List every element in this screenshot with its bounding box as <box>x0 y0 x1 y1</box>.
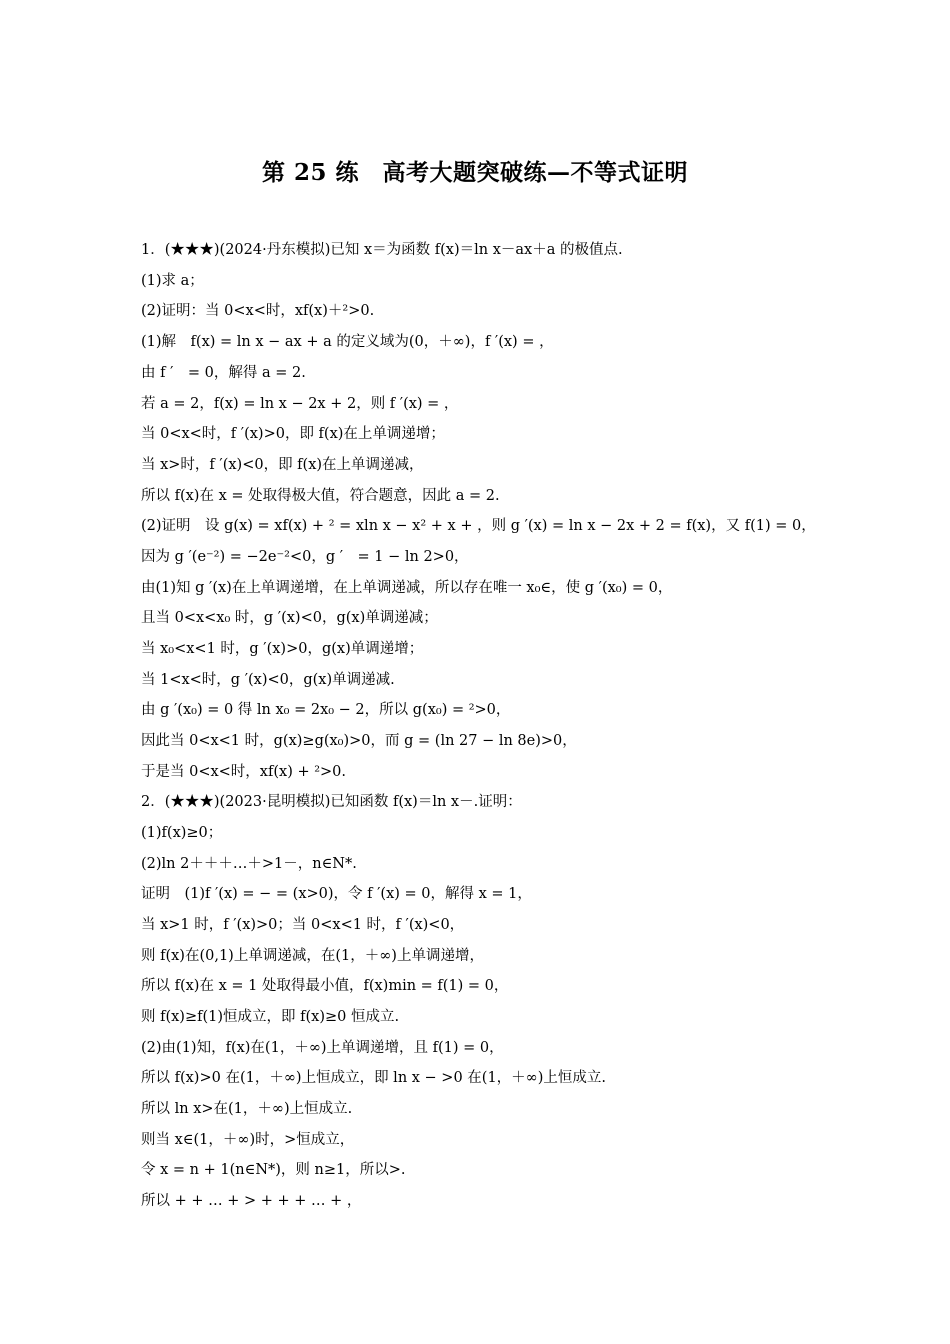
proof-2-line: 则当 x∈(1，＋∞)时，>恒成立， <box>141 1132 355 1148</box>
proof-2-line: 则 f(x)在(0,1)上单调递减，在(1，＋∞)上单调递增， <box>141 948 484 964</box>
solution-1-line: 所以 f(x)在 x = 处取得极大值，符合题意，因此 a = 2. <box>141 488 500 504</box>
proof-1-line: 因为 g ′(e⁻²) = −2e⁻²<0，g ′ = 1 − ln 2>0， <box>141 549 469 565</box>
proof-2-line: 则 f(x)≥f(1)恒成立，即 f(x)≥0 恒成立. <box>141 1009 400 1025</box>
problem-2-part-1: (1)f(x)≥0； <box>141 825 223 841</box>
proof-1-line: 由 g ′(x₀) = 0 得 ln x₀ = 2x₀ − 2，所以 g(x₀) = ²>0， <box>141 702 511 718</box>
proof-1-line: (2)证明 设 g(x) = xf(x) + ² = xln x − x² + x + ，则 g ′(x) = ln x − 2x + 2 = f(x)，又 f(1) = 0， <box>141 518 816 534</box>
problem-1-part-1: (1)求 a； <box>141 273 204 289</box>
proof-1-line: 于是当 0<x<时，xf(x) + ²>0. <box>141 764 347 780</box>
proof-1-line: 因此当 0<x<1 时，g(x)≥g(x₀)>0，而 g = (ln 27 − ln 8e)>0， <box>141 733 577 749</box>
proof-2-line: 所以 f(x)在 x = 1 处取得最小值，f(x)min = f(1) = 0， <box>141 978 509 994</box>
proof-1-line: 当 x₀<x<1 时，g ′(x)>0，g(x)单调递增； <box>141 641 424 657</box>
proof-2-line: 令 x = n + 1(n∈N*)，则 n≥1，所以>. <box>141 1162 406 1178</box>
solution-1-line: 若 a = 2，f(x) = ln x − 2x + 2，则 f ′(x) = ， <box>141 396 459 412</box>
proof-2-line: 所以 + + … + > + + + … + ， <box>141 1193 362 1209</box>
proof-2-line: 证明 (1)f ′(x) = − = (x>0)，令 f ′(x) = 0，解得 x = 1， <box>141 886 532 902</box>
proof-1-line: 由(1)知 g ′(x)在上单调递增，在上单调递减，所以存在唯一 x₀∈，使 g ′(x₀) = 0， <box>141 580 673 596</box>
proof-2-line: 当 x>1 时，f ′(x)>0；当 0<x<1 时，f ′(x)<0， <box>141 917 465 933</box>
problem-2-part-2: (2)ln 2＋＋＋…＋>1－，n∈N*. <box>141 856 357 872</box>
problem-2-statement: 2．(★★★)(2023·昆明模拟)已知函数 f(x)＝ln x－.证明： <box>141 794 522 810</box>
problem-1-part-2: (2)证明：当 0<x<时，xf(x)＋²>0. <box>141 303 375 319</box>
proof-2-line: (2)由(1)知，f(x)在(1，＋∞)上单调递增，且 f(1) = 0， <box>141 1040 504 1056</box>
proof-1-line: 当 1<x<时，g ′(x)<0，g(x)单调递减. <box>141 672 395 688</box>
proof-1-line: 且当 0<x<x₀ 时，g ′(x)<0，g(x)单调递减； <box>141 610 438 626</box>
proof-2-line: 所以 f(x)>0 在(1，＋∞)上恒成立，即 ln x − >0 在(1，＋∞)上恒成立. <box>141 1070 607 1086</box>
solution-1-line: (1)解 f(x) = ln x − ax + a 的定义域为(0，＋∞)，f ′(x) = ， <box>141 334 554 350</box>
proof-2-line: 所以 ln x>在(1，＋∞)上恒成立. <box>141 1101 353 1117</box>
page-title: 第 25 练 高考大题突破练—不等式证明 <box>261 159 689 186</box>
problem-1-statement: 1．(★★★)(2024·丹东模拟)已知 x＝为函数 f(x)＝ln x－ax＋a 的极值点. <box>141 242 623 258</box>
solution-1-line: 当 0<x<时，f ′(x)>0，即 f(x)在上单调递增； <box>141 426 445 442</box>
solution-1-line: 当 x>时，f ′(x)<0，即 f(x)在上单调递减， <box>141 457 424 473</box>
solution-1-line: 由 f ′ = 0，解得 a = 2. <box>141 365 306 381</box>
